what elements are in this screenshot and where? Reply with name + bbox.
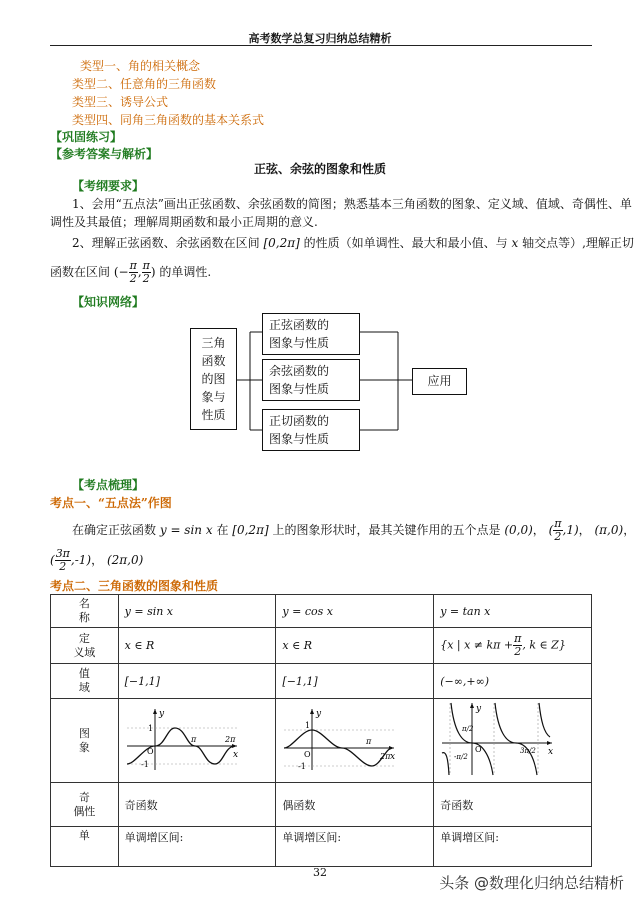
svg-text:O: O [475, 745, 482, 754]
point1-title: 考点一、“五点法”作图 [50, 496, 172, 510]
sine-function: y = sin x [159, 523, 213, 537]
row-header-range: 值 域 [51, 664, 119, 699]
svg-text:-1: -1 [140, 760, 149, 769]
requirements-item2-middle: 的性质（如单调性、最大和最小值、与 [303, 236, 508, 250]
toc-item-2: 类型二、任意角的三角函数 [72, 77, 217, 91]
row-header-parity: 奇 偶性 [51, 783, 119, 827]
row-header-graph: 图 象 [51, 699, 119, 783]
requirements-item2-line2-suffix: 的单调性. [159, 265, 212, 279]
svg-text:3π/2: 3π/2 [520, 747, 537, 755]
cell-domain-sin: x ∈ R [118, 628, 276, 664]
trig-properties-table [50, 594, 592, 867]
table-row [51, 664, 592, 699]
cell-monotonic-tan: 单调增区间: [434, 827, 592, 867]
header-rule [50, 45, 592, 46]
requirements-item2-interval: [0,2π] [263, 236, 300, 250]
toc-item-4: 类型四、同角三角函数的基本关系式 [72, 113, 265, 127]
tangent-graph-x-label: x [548, 747, 554, 757]
toc-item-3: 类型三、诱导公式 [72, 95, 169, 109]
point1-text-line2: ( $\frac{3\pi}{2}$ ,-1)， (2π,0) [50, 547, 144, 573]
row-header-domain: 定 义域 [51, 628, 119, 664]
answers-label: 【参考答案与解析】 [50, 147, 159, 161]
svg-text:π: π [366, 737, 372, 746]
point-4: ( $\frac{3\pi}{2}$ ,-1) [50, 547, 92, 573]
review-label: 【考点梳理】 [72, 478, 145, 492]
cell-domain-tan: {x | x ≠ kπ + $\frac{\pi}{2}$ , k ∈ Z} [434, 628, 592, 664]
tangent-graph-y-label: y [476, 704, 482, 714]
svg-text:π: π [190, 735, 196, 744]
point-3: (π,0) [594, 523, 624, 537]
table-row [51, 827, 592, 867]
table-row [51, 699, 592, 783]
cell-monotonic-sin: 单调增区间: [118, 827, 276, 867]
pi-over-2-fraction: $\frac{\pi}{2}$ [142, 259, 150, 285]
tangent-graph [440, 701, 558, 777]
network-root-box: 三角 函数 的图 象与 性质 [190, 328, 237, 430]
point-1: (0,0) [504, 523, 533, 537]
table-row [51, 595, 592, 628]
cell-range-cos: [−1,1] [276, 664, 434, 699]
point-5: (2π,0) [106, 553, 144, 567]
requirements-label: 【考纲要求】 [72, 179, 145, 193]
cell-graph-cos [276, 699, 434, 783]
svg-text:2π: 2π [224, 735, 235, 744]
requirements-item2-suffix: 轴交点等）,理解正切 [522, 236, 634, 250]
cell-domain-cos: x ∈ R [276, 628, 434, 664]
cell-name-cos: y = cos x [276, 595, 434, 628]
sine-graph [125, 706, 243, 772]
row-header-monotonic: 单 [51, 827, 119, 867]
table-row [51, 783, 592, 827]
sine-graph-y-label: y [158, 709, 164, 719]
svg-text:-π/2: -π/2 [454, 753, 468, 761]
practice-label: 【巩固练习】 [50, 130, 123, 144]
requirements-item2-x: x [511, 236, 519, 250]
network-label: 【知识网络】 [72, 295, 145, 309]
cell-name-sin: y = sin x [118, 595, 276, 628]
cell-parity-cos: 偶函数 [276, 783, 434, 827]
cell-graph-tan [434, 699, 592, 783]
cell-range-sin: [−1,1] [118, 664, 276, 699]
row-header-name: 名 称 [51, 595, 119, 628]
requirements-item2-line2-prefix: 函数在区间 [50, 265, 111, 279]
requirements-item2-line2: 函数在区间 (− $\frac{\pi}{2}$ , $\frac{\pi}{2}$ ) 的单调性. [50, 259, 212, 285]
network-application-box: 应用 [412, 368, 467, 395]
cell-parity-tan: 奇函数 [434, 783, 592, 827]
neg-pi-over-2-fraction: $\frac{\pi}{2}$ [129, 259, 137, 285]
point-2: ( $\frac{\pi}{2}$ ,1) [548, 517, 579, 543]
svg-text:1: 1 [305, 721, 311, 730]
requirements-item1-line1: 1、会用“五点法”画出正弦函数、余弦函数的简图；熟悉基本三角函数的图象、定义域、值域、奇偶性、单 [72, 197, 632, 211]
sine-graph-x-label: x [232, 750, 238, 760]
page-number: 32 [313, 866, 327, 879]
page-header-title: 高考数学总复习归纳总结精析 [248, 32, 392, 45]
svg-text:O: O [304, 750, 311, 759]
network-cosine-box: 余弦函数的 图象与性质 [262, 359, 360, 401]
table-row [51, 628, 592, 664]
point1-text: 在确定正弦函数 y = sin x 在 [0,2π] 上的图象形状时，最其关键作用的五个点是 (0,0)， ( $\frac{\pi}{2}$ ,1)， (π,0)， [72, 517, 636, 543]
section-title: 正弦、余弦的图象和性质 [253, 162, 386, 176]
cell-range-tan: (−∞,+∞) [434, 664, 592, 699]
svg-text:-1: -1 [298, 762, 307, 771]
point2-title: 考点二、三角函数的图象和性质 [50, 579, 219, 593]
cell-monotonic-cos: 单调增区间: [276, 827, 434, 867]
svg-text:2π: 2π [380, 752, 391, 761]
requirements-item2-prefix: 2、理解正弦函数、余弦函数在区间 [72, 236, 260, 250]
cosine-graph [282, 706, 400, 772]
requirements-item1-line2: 调性及其最值；理解周期函数和最小正周期的意义. [50, 215, 318, 229]
cell-graph-sin [118, 699, 276, 783]
requirements-item2-line1 [72, 234, 634, 251]
watermark: 头条 @数理化归纳总结精析 [439, 874, 624, 892]
svg-text:O: O [146, 747, 154, 756]
cosine-graph-y-label: y [316, 709, 322, 719]
svg-text:π/2: π/2 [462, 725, 474, 733]
network-sine-box: 正弦函数的 图象与性质 [262, 313, 360, 355]
toc-item-1: 类型一、角的相关概念 [80, 59, 201, 73]
cell-name-tan: y = tan x [434, 595, 592, 628]
network-tangent-box: 正切函数的 图象与性质 [262, 409, 360, 451]
svg-text:1: 1 [147, 724, 153, 733]
cell-parity-sin: 奇函数 [118, 783, 276, 827]
cosine-graph-x-label: x [390, 752, 396, 762]
